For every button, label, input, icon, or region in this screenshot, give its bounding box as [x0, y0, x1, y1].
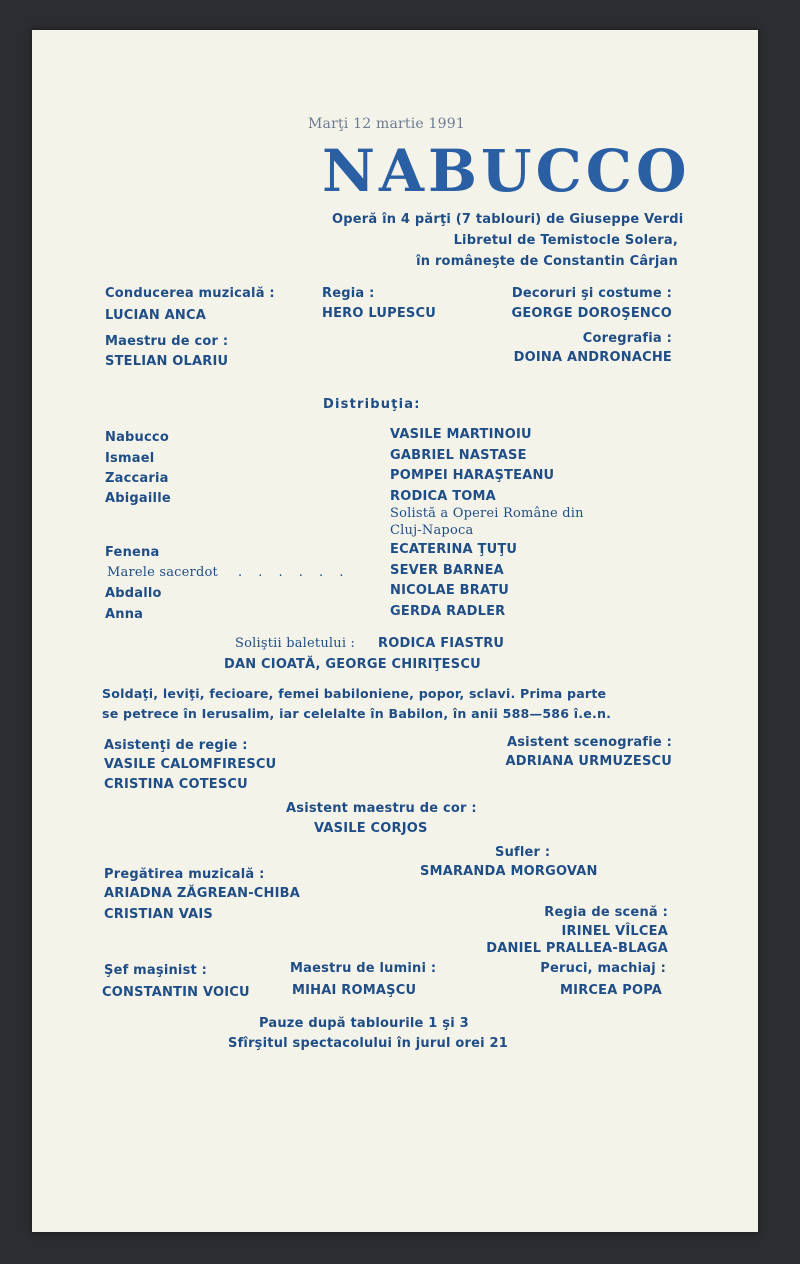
opera-title: NABUCCO	[322, 137, 691, 205]
assistant-chorus-label: Asistent maestru de cor :	[286, 801, 477, 816]
actor-anna: GERDA RADLER	[390, 604, 506, 619]
stage-director-label: Regia de scenă :	[544, 905, 668, 920]
subtitle-line-3: în româneşte de Constantin Cârjan	[416, 254, 678, 269]
actor-fenena: ECATERINA ŢUŢU	[390, 542, 518, 557]
chorus-master-name: STELIAN OLARIU	[105, 354, 229, 369]
machinist-name: CONSTANTIN VOICU	[102, 985, 250, 1000]
intermission-note: Pauze după tablourile 1 şi 3	[259, 1016, 469, 1031]
sets-name: GEORGE DOROŞENCO	[511, 306, 672, 321]
director-name: HERO LUPESCU	[322, 306, 436, 321]
subtitle-line-1: Operă în 4 părţi (7 tablouri) de Giuseppe Verdi	[332, 212, 684, 227]
ballet-soloists-2: DAN CIOATĂ, GEORGE CHIRIŢESCU	[224, 657, 481, 672]
prompter-name: SMARANDA MORGOVAN	[420, 864, 598, 879]
role-anna: Anna	[105, 607, 144, 622]
makeup-name: MIRCEA POPA	[560, 983, 662, 998]
abigaille-note-line-2: Cluj-Napoca	[390, 523, 474, 538]
actor-nabucco: VASILE MARTINOIU	[390, 427, 532, 442]
actor-zaccaria: POMPEI HARAŞTEANU	[390, 468, 555, 483]
setting-line-2: se petrece în Ierusalim, iar celelalte în Babilon, în anii 588—586 î.e.n.	[102, 706, 612, 721]
role-fenena: Fenena	[105, 545, 160, 560]
stage-director-2: DANIEL PRALLEA-BLAGA	[486, 941, 668, 956]
chorus-master-label: Maestru de cor :	[105, 334, 229, 349]
assistant-directors-label: Asistenţi de regie :	[104, 738, 248, 753]
assistant-scenography-label: Asistent scenografie :	[506, 735, 672, 750]
role-abdallo: Abdallo	[105, 586, 162, 601]
actor-ismael: GABRIEL NASTASE	[390, 448, 527, 463]
role-zaccaria: Zaccaria	[105, 471, 169, 486]
subtitle-line-2: Libretul de Temistocle Solera,	[453, 233, 678, 248]
actor-abigaille: RODICA TOMA	[390, 489, 496, 504]
sets-label: Decoruri şi costume :	[511, 286, 672, 301]
performance-date: Marţi 12 martie 1991	[308, 116, 465, 132]
music-prep-2: CRISTIAN VAIS	[104, 907, 213, 922]
program-sheet	[32, 30, 758, 1232]
lights-name: MIHAI ROMAŞCU	[292, 983, 417, 998]
conductor-label: Conducerea muzicală :	[105, 286, 275, 301]
role-abigaille: Abigaille	[105, 491, 171, 506]
assistant-scenography-name: ADRIANA URMUZESCU	[505, 754, 672, 769]
actor-marele-sacerdot: SEVER BARNEA	[390, 563, 504, 578]
ballet-soloist-1: RODICA FIASTRU	[378, 636, 505, 651]
actor-abdallo: NICOLAE BRATU	[390, 583, 510, 598]
machinist-label: Şef maşinist :	[104, 963, 208, 978]
stage-director-1: IRINEL VÎLCEA	[561, 924, 668, 939]
setting-line-1: Soldaţi, leviţi, fecioare, femei babiloniene, popor, sclavi. Prima parte	[102, 686, 607, 701]
choreography-name: DOINA ANDRONACHE	[513, 350, 672, 365]
music-prep-1: ARIADNA ZĂGREAN-CHIBA	[104, 886, 301, 901]
ballet-soloists-label: Soliştii baletului :	[235, 636, 356, 651]
prompter-label: Sufler :	[495, 845, 551, 860]
choreography-label: Coregrafia :	[582, 331, 672, 346]
end-time-note: Sfîrşitul spectacolului în jurul orei 21	[228, 1036, 508, 1051]
assistant-director-1: VASILE CALOMFIRESCU	[104, 757, 277, 772]
director-label: Regia :	[322, 286, 375, 301]
conductor-name: LUCIAN ANCA	[105, 308, 206, 323]
music-prep-label: Pregătirea muzicală :	[104, 867, 265, 882]
abigaille-note-line-1: Solistă a Operei Române din	[390, 506, 584, 521]
role-nabucco: Nabucco	[105, 430, 169, 445]
role-marele-sacerdot: Marele sacerdot	[107, 565, 218, 580]
dot-leader: . . . . . .	[238, 565, 350, 580]
makeup-label: Peruci, machiaj :	[540, 961, 666, 976]
assistant-director-2: CRISTINA COTESCU	[104, 777, 248, 792]
lights-label: Maestru de lumini :	[290, 961, 437, 976]
cast-heading: Distribuţia:	[323, 397, 421, 412]
role-ismael: Ismael	[105, 451, 155, 466]
assistant-chorus-name: VASILE CORJOS	[314, 821, 428, 836]
